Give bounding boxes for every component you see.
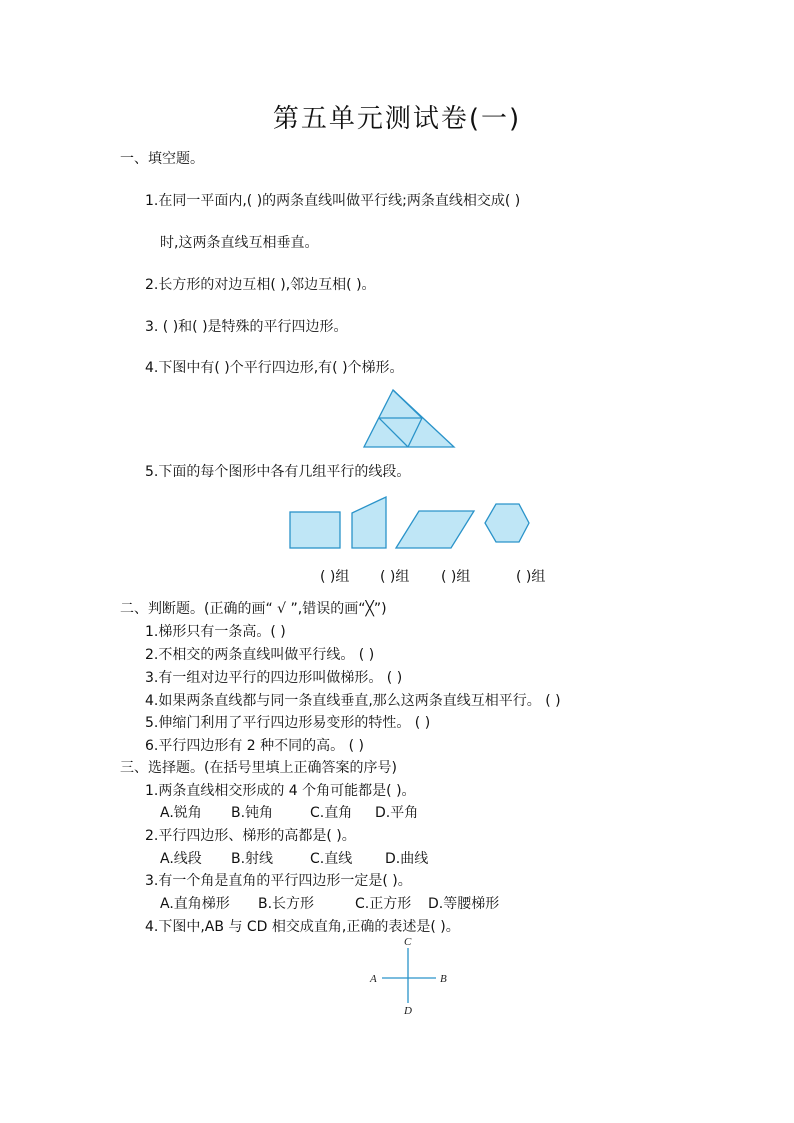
judge-item-3: 3.有一组对边平行的四边形叫做梯形。 ( ): [145, 670, 403, 686]
judge-item-5: 5.伸缩门利用了平行四边形易变形的特性。 ( ): [145, 715, 431, 731]
triangle-figure: [360, 388, 460, 450]
q1-option-a: A.锐角: [160, 805, 202, 821]
q3-option-a: A.直角梯形: [160, 896, 230, 912]
question-3: 3. ( )和( )是特殊的平行四边形。: [145, 319, 348, 335]
parallelogram-shape: [396, 511, 474, 548]
label-b: B: [440, 973, 447, 985]
question-1-line-1: 1.在同一平面内,( )的两条直线叫做平行线;两条直线相交成( ): [145, 193, 521, 209]
q2-option-c: C.直线: [310, 851, 353, 867]
q2-option-a: A.线段: [160, 851, 202, 867]
choice-question-4: 4.下图中,AB 与 CD 相交成直角,正确的表述是( )。: [145, 919, 460, 935]
shapes-figure: [286, 495, 536, 553]
rectangle-shape: [290, 512, 340, 548]
shape-answer-4: ( )组: [516, 569, 546, 585]
q3-option-b: B.长方形: [258, 896, 315, 912]
label-d: D: [404, 1005, 412, 1017]
judge-item-6: 6.平行四边形有 2 种不同的高。 ( ): [145, 738, 364, 754]
q1-option-b: B.钝角: [231, 805, 274, 821]
q2-option-b: B.射线: [231, 851, 274, 867]
judge-item-4: 4.如果两条直线都与同一条直线垂直,那么这两条直线互相平行。 ( ): [145, 693, 561, 709]
q3-option-c: C.正方形: [355, 896, 412, 912]
hexagon-shape: [485, 504, 529, 542]
shape-answer-1: ( )组: [320, 569, 350, 585]
label-a: A: [370, 973, 377, 985]
question-5: 5.下面的每个图形中各有几组平行的线段。: [145, 464, 411, 480]
perpendicular-cross-figure: [366, 935, 456, 1017]
section-heading-fill-in: 一、填空题。: [120, 151, 204, 167]
trapezoid-shape: [352, 497, 386, 548]
label-c: C: [404, 936, 412, 948]
choice-question-2: 2.平行四边形、梯形的高都是( )。: [145, 828, 356, 844]
section-heading-multiple-choice: 三、选择题。(在括号里填上正确答案的序号): [120, 760, 397, 776]
shape-answer-2: ( )组: [380, 569, 410, 585]
question-2: 2.长方形的对边互相( ),邻边互相( )。: [145, 277, 376, 293]
section-heading-true-false: 二、判断题。(正确的画“ √ ”,错误的画“╳”): [120, 601, 387, 617]
question-1-line-2: 时,这两条直线互相垂直。: [160, 235, 319, 251]
q1-option-c: C.直角: [310, 805, 353, 821]
q1-option-d: D.平角: [375, 805, 419, 821]
question-4: 4.下图中有( )个平行四边形,有( )个梯形。: [145, 360, 404, 376]
q3-option-d: D.等腰梯形: [428, 896, 500, 912]
choice-question-1: 1.两条直线相交形成的 4 个角可能都是( )。: [145, 783, 416, 799]
page-title: 第五单元测试卷(一): [272, 104, 522, 134]
judge-item-1: 1.梯形只有一条高。( ): [145, 624, 286, 640]
choice-question-3: 3.有一个角是直角的平行四边形一定是( )。: [145, 873, 412, 889]
shape-answer-3: ( )组: [441, 569, 471, 585]
judge-item-2: 2.不相交的两条直线叫做平行线。 ( ): [145, 647, 375, 663]
q2-option-d: D.曲线: [385, 851, 429, 867]
